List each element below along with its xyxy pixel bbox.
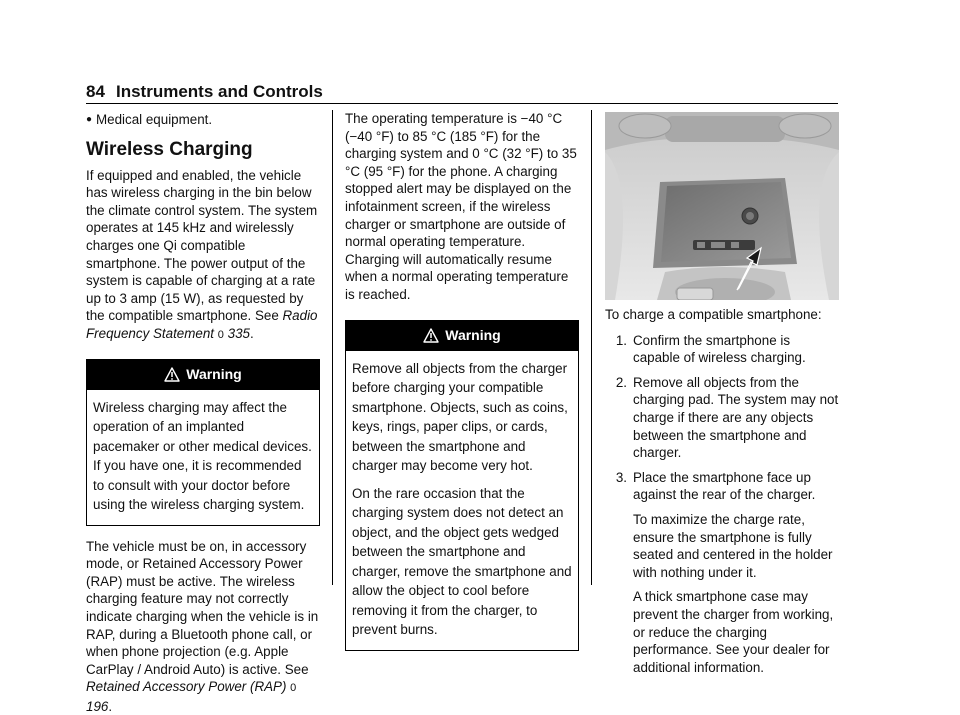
section-title: Instruments and Controls bbox=[116, 82, 323, 101]
warning-bar bbox=[346, 321, 578, 351]
warning-box bbox=[345, 320, 579, 651]
column-3 bbox=[605, 306, 839, 676]
step-text: Remove all objects from the charging pad. The system may not charge if there are any objects between the smartphone and charger. bbox=[633, 374, 839, 461]
temperature-paragraph: The operating temperature is −40 °C (−40 °F) to 85 °C (185 °F) for the charging system and 0 °C (32 °F) to 35 °C (95 °F) for the phone. A charging stopped alert may be displayed on the infotainment screen, if the wireless charger or smartphone are outside of normal operating temperature. Charging will automatically resume when a normal operating temperature is reached. bbox=[345, 111, 577, 302]
column-2 bbox=[345, 110, 579, 663]
warning-box bbox=[86, 359, 320, 526]
radio-frequency-link[interactable]: Radio Frequency Statement bbox=[86, 308, 318, 341]
list-item bbox=[605, 469, 839, 504]
step-text: Place the smartphone face up against the rear of the charger. bbox=[633, 469, 816, 503]
page-ref-number[interactable]: 196 bbox=[86, 698, 109, 714]
page-ref-number[interactable]: 335 bbox=[227, 325, 250, 341]
steps-list bbox=[605, 332, 839, 677]
step-note-1: To maximize the charge rate, ensure the smartphone is fully seated and centered in the holder with nothing under it. bbox=[633, 511, 833, 580]
page-number: 84 bbox=[86, 82, 105, 101]
page-reference-arrow-icon: 0 bbox=[217, 328, 224, 341]
page-reference-arrow-icon: 0 bbox=[290, 682, 297, 695]
bullet-text: Medical equipment. bbox=[96, 112, 213, 127]
list-item bbox=[605, 374, 839, 462]
step-number: 2. bbox=[615, 374, 627, 390]
charger-illustration bbox=[605, 112, 839, 300]
page-header bbox=[86, 82, 838, 104]
warning-body bbox=[346, 351, 578, 650]
warning-text-1: Remove all objects from the charger before charging your compatible smartphone. Objects, such as coins, keys, rings, paper clips, or cards, between the smartphone and charger may become very hot. bbox=[352, 360, 568, 474]
rap-paragraph bbox=[86, 538, 320, 715]
rap-link[interactable]: Retained Accessory Power (RAP) bbox=[86, 679, 287, 695]
warning-triangle-icon bbox=[164, 367, 180, 382]
rap-text: The vehicle must be on, in accessory mode, or Retained Accessory Power (RAP) must be active. The wireless charging feature may not correctly indicate charging when the vehicle is in RAP, during a Bluetooth phone call, or when phone projection (e.g. Apple CarPlay / Android Auto) is active. See bbox=[86, 538, 319, 677]
step-text: Confirm the smartphone is capable of wireless charging. bbox=[633, 332, 806, 366]
warning-text: Wireless charging may affect the operation of an implanted pacemaker or other medical devices. If you have one, it is recommended to consult with your doctor before using the wireless charging system. bbox=[93, 399, 312, 513]
intro-end: . bbox=[249, 325, 254, 341]
step-number: 3. bbox=[615, 469, 627, 485]
column-divider-left bbox=[332, 110, 333, 585]
warning-body bbox=[87, 390, 319, 525]
warning-text-2: On the rare occasion that the charging system does not detect an object, and the object gets wedged between the smartphone and charger, remove the smartphone and allow the object to cool before removing it from the charger, to prevent burns. bbox=[352, 485, 572, 638]
wireless-charger-image bbox=[605, 112, 839, 300]
section-heading: Wireless Charging bbox=[86, 138, 253, 160]
step-note-2: A thick smartphone case may prevent the charger from working, or reduce the charging performance. See your dealer for additional information. bbox=[633, 589, 834, 675]
intro-text: If equipped and enabled, the vehicle has wireless charging in the bin below the climate control system. The system operates at 145 kHz and wirelessly charges one Qi compatible smartphone. The power output of the system is capable of charging at a rate up to 3 amp (15 W), as requested by the compatible smartphone. See bbox=[86, 167, 318, 324]
warning-title: Warning bbox=[445, 326, 501, 343]
list-item bbox=[605, 332, 839, 367]
bullet-icon: ● bbox=[86, 114, 93, 125]
rap-end: . bbox=[108, 698, 113, 714]
header-rule bbox=[86, 103, 838, 104]
column-divider-right bbox=[591, 110, 592, 585]
warning-bar bbox=[87, 360, 319, 390]
warning-title: Warning bbox=[186, 365, 242, 382]
column-1 bbox=[86, 110, 320, 715]
intro-paragraph bbox=[86, 167, 320, 345]
warning-triangle-icon bbox=[423, 328, 439, 343]
steps-intro: To charge a compatible smartphone: bbox=[605, 307, 822, 322]
step-number: 1. bbox=[615, 332, 627, 348]
list-item bbox=[86, 111, 320, 129]
